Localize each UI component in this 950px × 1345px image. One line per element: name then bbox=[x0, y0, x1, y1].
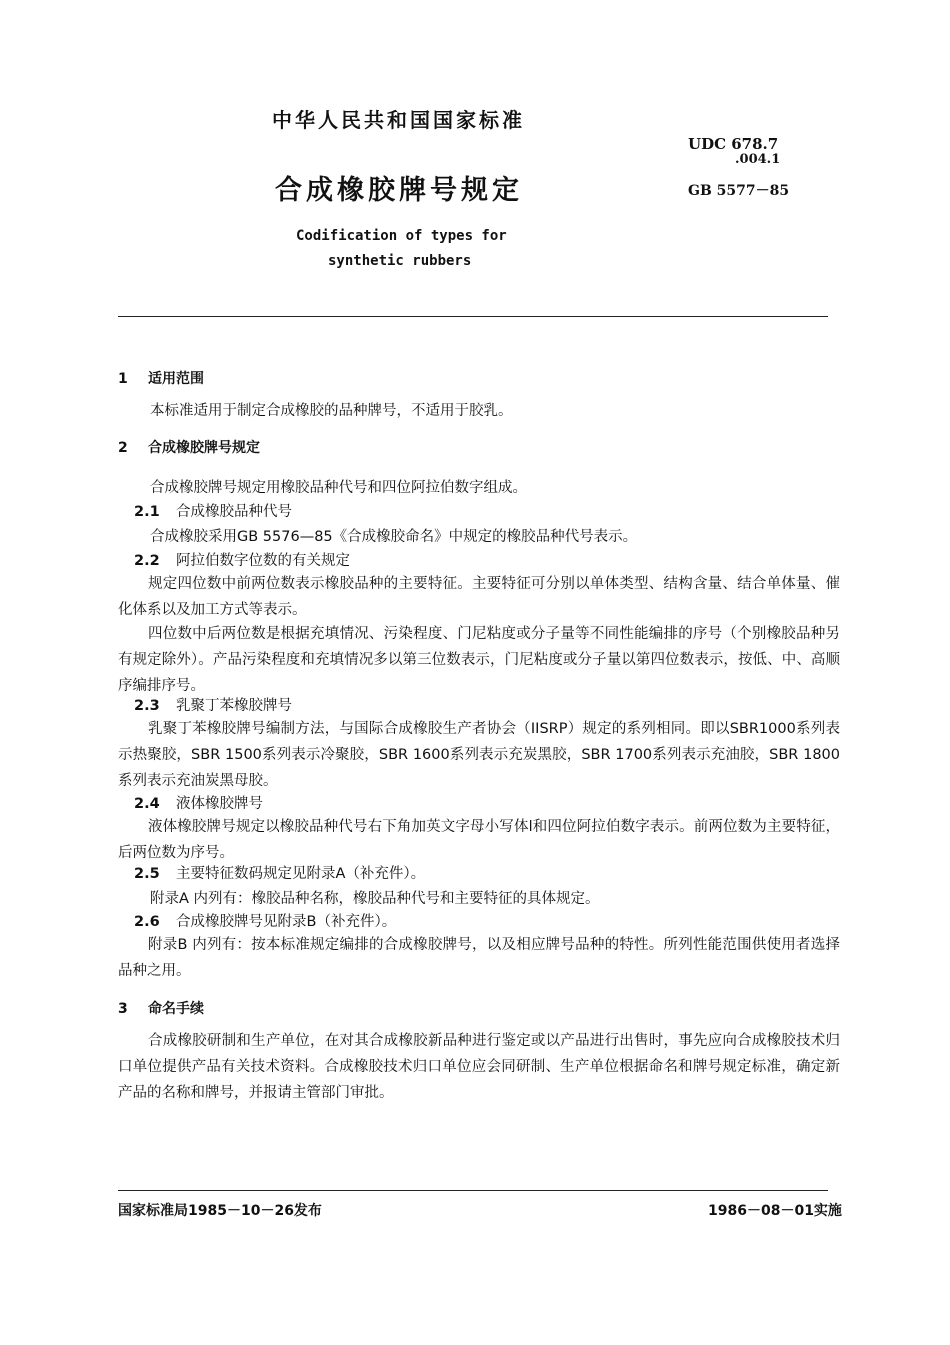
section-3-heading bbox=[118, 998, 204, 1018]
header-divider bbox=[118, 316, 828, 317]
subsection-2-2-paragraph-2: 四位数中后两位数是根据充填情况、污染程度、门尼粘度或分子量等不同性能编排的序号（个别橡胶品种另有规定除外）。产品污染程度和充填情况多以第三位数表示，门尼粘度或分子量以第四位数表示，按低、中、高顺序编排序号。 bbox=[118, 626, 840, 694]
gb-standard-number: GB 5577－85 bbox=[688, 183, 790, 199]
subsection-title: 阿拉伯数字位数的有关规定 bbox=[176, 553, 350, 569]
subsection-2-3-paragraph: 乳聚丁苯橡胶牌号编制方法，与国际合成橡胶生产者协会（IISRP）规定的系列相同。即以SBR1000系列表示热聚胶，SBR 1500系列表示冷聚胶，SBR 1600系列表示充炭黑胶，SBR 1700系列表示充油胶，SBR 1800系列表示充油炭黑母胶。 bbox=[118, 721, 840, 789]
subsection-title: 合成橡胶品种代号 bbox=[176, 504, 292, 520]
subsection-title: 合成橡胶牌号见附录B（补充件）。 bbox=[176, 914, 397, 930]
subsection-number: 2.1 bbox=[134, 504, 160, 520]
section-3-paragraph: 合成橡胶研制和生产单位，在对其合成橡胶新品种进行鉴定或以产品进行出售时，事先应向合成橡胶技术归口单位提供产品有关技术资料。合成橡胶技术归口单位应会同研制、生产单位根据命名和牌号规定标准，确定新产品的名称和牌号，并报请主管部门审批。 bbox=[118, 1033, 840, 1101]
section-title: 适用范围 bbox=[148, 371, 204, 387]
section-title: 命名手续 bbox=[148, 1001, 204, 1017]
udc-number: UDC 678.7 bbox=[688, 135, 779, 153]
section-2-intro: 合成橡胶牌号规定用橡胶品种代号和四位阿拉伯数字组成。 bbox=[150, 480, 527, 496]
udc-number-suffix: .004.1 bbox=[735, 152, 781, 167]
subsection-2-3-heading bbox=[134, 694, 292, 715]
subsection-2-5-text: 附录A 内列有：橡胶品种名称，橡胶品种代号和主要特征的具体规定。 bbox=[150, 891, 600, 907]
subsection-number: 2.6 bbox=[134, 914, 160, 930]
effective-date: 1986－08－01实施 bbox=[708, 1203, 842, 1219]
section-2-heading bbox=[118, 437, 260, 457]
subsection-number: 2.4 bbox=[134, 796, 160, 812]
section-number: 3 bbox=[118, 1001, 128, 1017]
subsection-title: 乳聚丁苯橡胶牌号 bbox=[176, 698, 292, 714]
subsection-number: 2.5 bbox=[134, 866, 160, 882]
section-1-heading bbox=[118, 368, 204, 388]
subsection-number: 2.2 bbox=[134, 553, 160, 569]
subsection-2-4-paragraph: 液体橡胶牌号规定以橡胶品种代号右下角加英文字母小写体l和四位阿拉伯数字表示。前两位数为主要特征，后两位数为序号。 bbox=[118, 819, 840, 861]
section-number: 2 bbox=[118, 440, 128, 456]
subsection-2-5-heading bbox=[134, 862, 425, 883]
document-title: 合成橡胶牌号规定 bbox=[275, 175, 523, 206]
section-1-text: 本标准适用于制定合成橡胶的品种牌号，不适用于胶乳。 bbox=[150, 403, 513, 419]
section-number: 1 bbox=[118, 371, 128, 387]
issuing-authority: 中华人民共和国国家标准 bbox=[272, 108, 525, 132]
issue-date: 国家标准局1985－10－26发布 bbox=[118, 1203, 322, 1219]
subsection-2-6-heading bbox=[134, 910, 396, 931]
subsection-title: 液体橡胶牌号 bbox=[176, 796, 263, 812]
english-title-line2: synthetic rubbers bbox=[328, 253, 472, 269]
subsection-2-4-heading bbox=[134, 792, 263, 813]
subsection-2-2-heading bbox=[134, 549, 350, 570]
subsection-2-1-heading bbox=[134, 500, 292, 521]
english-title-line1: Codification of types for bbox=[296, 228, 507, 244]
subsection-2-6-paragraph: 附录B 内列有：按本标准规定编排的合成橡胶牌号，以及相应牌号品种的特性。所列性能范围供使用者选择品种之用。 bbox=[118, 937, 840, 979]
footer-divider bbox=[118, 1190, 828, 1191]
section-title: 合成橡胶牌号规定 bbox=[148, 440, 260, 456]
subsection-2-1-text: 合成橡胶采用GB 5576—85《合成橡胶命名》中规定的橡胶品种代号表示。 bbox=[150, 529, 638, 545]
subsection-number: 2.3 bbox=[134, 698, 160, 714]
subsection-2-2-paragraph-1: 规定四位数中前两位数表示橡胶品种的主要特征。主要特征可分别以单体类型、结构含量、结合单体量、催化体系以及加工方式等表示。 bbox=[118, 576, 840, 618]
subsection-title: 主要特征数码规定见附录A（补充件）。 bbox=[176, 866, 426, 882]
